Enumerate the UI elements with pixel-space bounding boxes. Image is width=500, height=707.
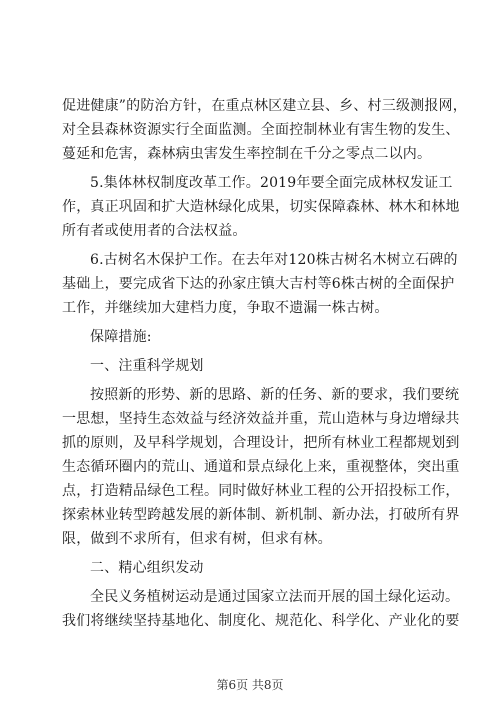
text-line: 所有者或使用者的合法权益。 (62, 223, 247, 239)
text-line: 生态循环圈内的荒山、通道和景点绿化上来，重视整体，突出重 (62, 459, 460, 475)
text-line: 基础上，要完成省下达的孙家庄镇大吉村等6株古树的全面保护 (62, 276, 455, 292)
page-footer: 第6页 共8页 (216, 678, 284, 692)
text-line: 作，真正巩固和扩大造林绿化成果，切实保障森林、林木和林地 (62, 199, 460, 215)
text-line: 按照新的形势、新的思路、新的任务、新的要求，我们要统 (90, 387, 460, 403)
text-line: 探索林业转型跨越发展的新体制、新机制、新办法，打破所有界 (62, 507, 460, 523)
paragraph-planning (62, 383, 462, 551)
text-line: 抓的原则，及早科学规划，合理设计，把所有林业工程都规划到 (62, 435, 460, 451)
text-line: 点，打造精品绿色工程。同时做好林业工程的公开招投标工作， (62, 483, 460, 499)
paragraph-ancient-tree-protection (62, 248, 462, 320)
text-line: 全民义务植树运动是通过国家立法而开展的国土绿化运动。 (90, 589, 460, 605)
text-line: 对全县森林资源实行全面监测。全面控制林业有害生物的发生、 (62, 122, 460, 138)
paragraph-tree-planting (62, 585, 462, 633)
subheading-scientific-planning: 一、注重科学规划 (90, 358, 204, 374)
text-line: 5.集体林权制度改革工作。2019年要全面完成林权发证工 (90, 175, 453, 191)
text-line: 蔓延和危害，森林病虫害发生率控制在千分之零点二以内。 (62, 146, 432, 162)
subheading-organize-mobilize: 二、精心组织发动 (90, 560, 204, 576)
text-line: 促进健康”的防治方针，在重点林区建立县、乡、村三级测报网， (62, 98, 467, 114)
text-line: 6.古树名木保护工作。在去年对120株古树名木树立石碑的 (90, 252, 458, 268)
text-line: 我们将继续坚持基地化、制度化、规范化、科学化、产业化的要 (62, 613, 460, 629)
text-line: 限，做到不求所有，但求有树，但求有林。 (62, 531, 332, 547)
body-text (62, 94, 467, 633)
section-heading-safeguards: 保障措施: (90, 329, 152, 345)
paragraph-forest-pest-monitoring (62, 94, 467, 166)
paragraph-forest-rights-reform (62, 171, 462, 243)
text-line: 工作，并继续加大建档力度，争取不遗漏一株古树。 (62, 300, 389, 316)
text-line: 一思想，坚持生态效益与经济效益并重，荒山造林与身边增绿共 (62, 411, 460, 427)
